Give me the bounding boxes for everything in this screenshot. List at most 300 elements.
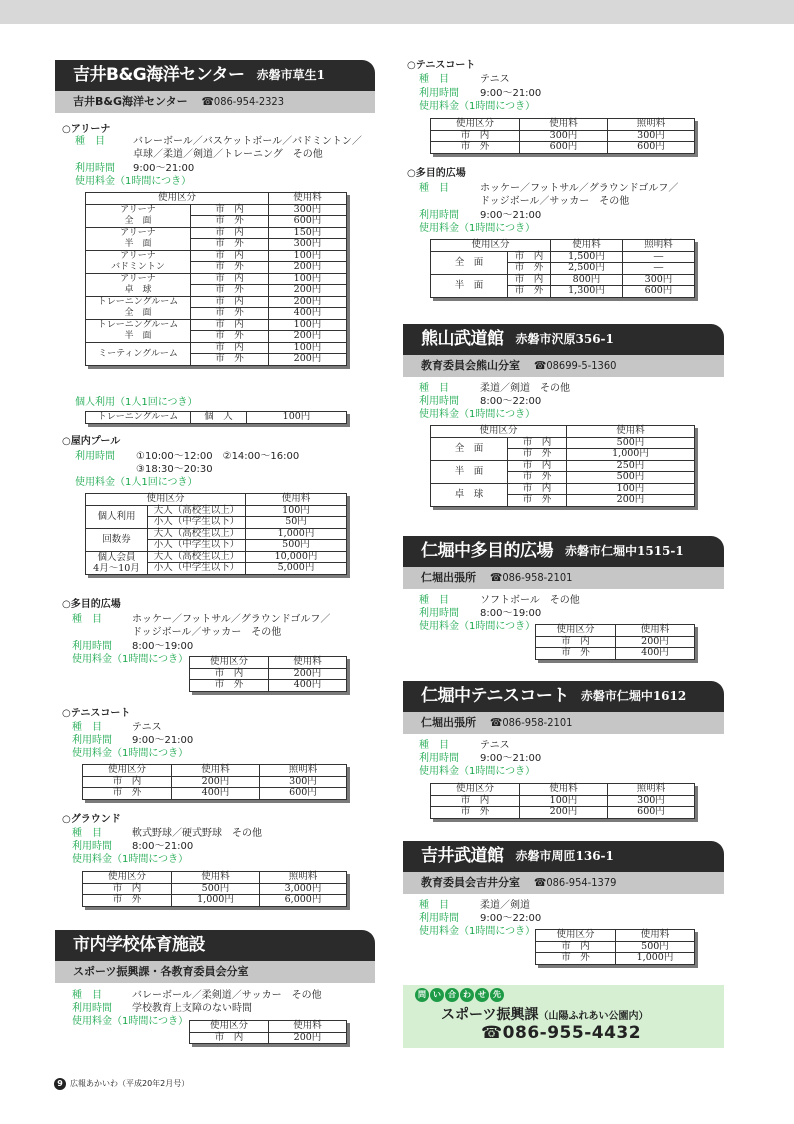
- badge-char: 問: [415, 988, 429, 1002]
- tennis-heading: ○テニスコート: [62, 708, 131, 719]
- category-cell: 全 面: [431, 251, 508, 274]
- right-tennis-fee-table: [430, 118, 695, 154]
- tennis-fee-table: [82, 764, 347, 800]
- age-cell: 小人（中学生以下）: [148, 540, 246, 552]
- age-cell: 大人（高校生以上）: [148, 505, 246, 517]
- area-cell: 市 外: [508, 495, 567, 507]
- fee-cell: 1,300円: [551, 286, 623, 298]
- office-phone: ☎086-954-1379: [534, 876, 617, 890]
- office-phone: ☎08699-5-1360: [534, 359, 617, 373]
- table-row: [86, 528, 347, 540]
- col-header: 使用料: [269, 657, 347, 669]
- arena-type-line2: 卓球／柔道／剣道／トレーニング その他: [133, 149, 323, 160]
- fee-cell: 300円: [520, 130, 608, 142]
- category-cell: 個人利用: [86, 505, 148, 528]
- fee-cell: 500円: [567, 472, 695, 484]
- light-fee-cell: 300円: [623, 274, 695, 286]
- facility-address: 赤磐市周匝136-1: [515, 849, 614, 864]
- right-multi-hours-line: [419, 210, 541, 222]
- office-phone: ☎086-954-2323: [201, 95, 284, 109]
- fee-cell: 200円: [269, 262, 347, 274]
- category-cell: 回数券: [86, 528, 148, 551]
- fee-cell: 300円: [269, 204, 347, 216]
- area-cell: 市 内: [536, 941, 616, 953]
- area-cell: 市 内: [83, 883, 172, 895]
- label: 利用時間: [419, 396, 459, 407]
- page-number: 9: [54, 1078, 66, 1090]
- label: 種 目: [419, 900, 449, 911]
- school-facilities-header: [55, 930, 375, 983]
- col-header: 使用料: [172, 765, 260, 777]
- yoshii-budokan-header: [403, 841, 724, 894]
- col-header: 使用料: [269, 1021, 347, 1033]
- label: 種 目: [72, 614, 102, 625]
- right-tennis-hours-line: [419, 88, 541, 100]
- category-cell: アリーナ 全 面: [86, 204, 191, 227]
- multi-fee-table: [189, 656, 347, 692]
- facility-address: 赤磐市草生1: [256, 68, 325, 83]
- right-multi-type-line2: ドッジボール／サッカー その他: [480, 196, 630, 207]
- area-cell: 市 内: [431, 130, 520, 142]
- nibori-tennis-fee-label: 使用料金（1時間につき）: [419, 766, 536, 777]
- age-cell: 大人（高校生以上）: [148, 551, 246, 563]
- nibori-tennis-header: [403, 681, 724, 734]
- right-tennis-heading: ○テニスコート: [407, 60, 476, 71]
- office-bar: [403, 712, 724, 734]
- label: 種 目: [72, 828, 102, 839]
- school-fee-label: 使用料金（1時間につき）: [72, 1016, 189, 1027]
- label: 種 目: [419, 74, 449, 85]
- personal-use-table: [85, 411, 347, 424]
- fee-cell: 200円: [172, 776, 260, 788]
- table-row: [431, 795, 695, 807]
- yoshii-budokan-hours-line: [419, 913, 541, 925]
- table-row: [86, 505, 347, 517]
- label: 種 目: [72, 722, 102, 733]
- fee-cell: 5,000円: [246, 563, 347, 575]
- fee-cell: 500円: [246, 540, 347, 552]
- col-header: 使用料: [172, 872, 260, 884]
- label: 利用時間: [419, 88, 459, 99]
- fee-cell: 400円: [269, 680, 347, 692]
- area-cell: 市 内: [536, 636, 616, 648]
- area-cell: 市 外: [508, 449, 567, 461]
- area-cell: 市 外: [190, 680, 269, 692]
- right-multi-fee-label: 使用料金（1時間につき）: [419, 223, 536, 234]
- col-header: 使用区分: [431, 784, 520, 796]
- fee-cell: 100円: [269, 319, 347, 331]
- col-header: 使用料: [246, 494, 347, 506]
- multi-field-heading: ○多目的広場: [62, 599, 121, 610]
- personal-use-label: 個人利用（1人1回につき）: [75, 397, 198, 408]
- badge-char: わ: [460, 988, 474, 1002]
- fee-cell: 150円: [269, 227, 347, 239]
- fee-cell: 500円: [172, 883, 260, 895]
- col-header: 使用区分: [83, 765, 172, 777]
- table-row: [86, 342, 347, 354]
- value: バレーボール／柔剣道／サッカー その他: [132, 990, 322, 1001]
- area-cell: 市 外: [431, 807, 520, 819]
- multi-type-line: [72, 614, 330, 626]
- light-fee-cell: 600円: [623, 286, 695, 298]
- area-cell: 市 外: [191, 239, 269, 251]
- fee-cell: 200円: [567, 495, 695, 507]
- col-header: 使用区分: [536, 930, 616, 942]
- page-footer: [54, 1078, 189, 1090]
- area-cell: 市 内: [508, 483, 567, 495]
- facility-name: 吉井B&G海洋センター: [73, 65, 245, 86]
- fee-cell: 200円: [269, 1032, 347, 1044]
- light-fee-cell: 300円: [608, 130, 695, 142]
- inquiry-department: [441, 1007, 648, 1024]
- inquiry-box: [403, 985, 724, 1048]
- col-header: 使用料: [567, 426, 695, 438]
- light-fee-cell: 600円: [608, 807, 695, 819]
- value: 柔道／剣道 その他: [480, 383, 570, 394]
- kumayama-type-line: [419, 383, 570, 395]
- table-row: [431, 130, 695, 142]
- label: 種 目: [419, 740, 449, 751]
- fee-cell: 2,500円: [551, 263, 623, 275]
- fee-cell: 1,000円: [616, 953, 695, 965]
- area-cell: 市 外: [191, 262, 269, 274]
- table-row: [431, 437, 695, 449]
- publication-name: 広報あかいわ（平成20年2月号）: [70, 1079, 190, 1089]
- area-cell: 市 内: [190, 1032, 269, 1044]
- category-cell: 卓 球: [431, 483, 508, 506]
- pool-fee-label: 使用料金（1人1回につき）: [75, 477, 198, 488]
- light-fee-cell: 300円: [260, 776, 347, 788]
- category-cell: アリーナ バドミントン: [86, 250, 191, 273]
- value: 9:00～21:00: [480, 88, 542, 99]
- area-cell: 市 外: [508, 263, 551, 275]
- fee-cell: 600円: [520, 142, 608, 154]
- fee-cell: 400円: [172, 788, 260, 800]
- col-header: 使用区分: [431, 119, 520, 131]
- ground-fee-label: 使用料金（1時間につき）: [72, 854, 189, 865]
- area-cell: 市 外: [191, 285, 269, 297]
- value: テニス: [480, 74, 510, 85]
- office-name: スポーツ振興課・各教育委員会分室: [73, 965, 249, 979]
- area-cell: 市 内: [191, 250, 269, 262]
- value: テニス: [132, 722, 162, 733]
- table-row: [83, 895, 347, 907]
- category-cell: ミーティングルーム: [86, 342, 191, 365]
- label: 利用時間: [72, 841, 112, 852]
- light-fee-cell: 600円: [608, 142, 695, 154]
- table-row: [190, 680, 347, 692]
- yoshii-budokan-fee-label: 使用料金（1時間につき）: [419, 926, 536, 937]
- pool-fee-table: [85, 493, 347, 575]
- office-phone: ☎086-958-2101: [490, 716, 573, 730]
- value: 柔道／剣道: [480, 900, 530, 911]
- fee-cell: 100円: [246, 505, 347, 517]
- col-header: 使用区分: [431, 426, 567, 438]
- table-row: [83, 883, 347, 895]
- facility-title-bar: [55, 60, 375, 91]
- department-note: （山陽ふれあい公園内）: [538, 1011, 649, 1022]
- col-header: 使用料: [520, 119, 608, 131]
- fee-cell: 100円: [567, 483, 695, 495]
- col-header: 使用区分: [86, 193, 269, 205]
- area-cell: 市 内: [508, 274, 551, 286]
- category-cell: トレーニングルーム: [86, 412, 191, 424]
- inquiry-phone: ☎086-955-4432: [481, 1023, 642, 1043]
- yoshii-bg-center-header: [55, 60, 375, 113]
- table-row: [86, 227, 347, 239]
- table-row: [536, 941, 695, 953]
- label: 利用時間: [75, 451, 115, 462]
- col-header: 照明料: [623, 240, 695, 252]
- col-header: 使用区分: [86, 494, 246, 506]
- tennis-fee-label: 使用料金（1時間につき）: [72, 748, 189, 759]
- area-cell: 市 内: [431, 795, 520, 807]
- fee-cell: 200円: [269, 331, 347, 343]
- inquiry-badge: [415, 988, 504, 1002]
- table-row: [86, 296, 347, 308]
- value: バレーボール／バスケットボール／バドミントン／: [133, 136, 362, 147]
- label: 種 目: [72, 990, 102, 1001]
- office-bar: [403, 355, 724, 377]
- category-cell: アリーナ 卓 球: [86, 273, 191, 296]
- facility-name: 吉井武道館: [421, 846, 504, 867]
- category-cell: トレーニングルーム 全 面: [86, 296, 191, 319]
- fee-cell: 100円: [247, 412, 347, 424]
- office-bar: [403, 872, 724, 894]
- table-row: [86, 250, 347, 262]
- value: ホッケー／フットサル／グラウンドゴルフ／: [480, 183, 679, 194]
- table-row: [83, 788, 347, 800]
- office-name: 吉井B&G海洋センター: [73, 95, 188, 109]
- right-multi-type-line: [419, 183, 678, 195]
- fee-cell: 500円: [616, 941, 695, 953]
- fee-cell: 1,000円: [172, 895, 260, 907]
- arena-fee-table: [85, 192, 347, 366]
- value: 8:00～19:00: [132, 641, 194, 652]
- col-header: 照明料: [260, 765, 347, 777]
- table-row: [431, 251, 695, 263]
- yoshii-budokan-fee-table: [535, 929, 695, 965]
- area-cell: 市 外: [536, 648, 616, 660]
- facility-title-bar: [403, 536, 724, 567]
- type-cell: 個 人: [191, 412, 247, 424]
- value: 軟式野球／硬式野球 その他: [132, 828, 262, 839]
- nibori-hours-line: [419, 608, 541, 620]
- area-cell: 市 内: [191, 204, 269, 216]
- arena-type-line: [75, 136, 362, 148]
- ground-type-line: [72, 828, 262, 840]
- facility-name: 熊山武道館: [421, 329, 504, 350]
- light-fee-cell: 3,000円: [260, 883, 347, 895]
- col-header: 使用区分: [190, 657, 269, 669]
- right-tennis-fee-label: 使用料金（1時間につき）: [419, 101, 536, 112]
- tennis-type-line: [72, 722, 162, 734]
- area-cell: 市 内: [508, 460, 567, 472]
- multi-type-line2: ドッジボール／サッカー その他: [132, 627, 282, 638]
- area-cell: 市 外: [191, 308, 269, 320]
- table-row: [86, 319, 347, 331]
- light-fee-cell: 6,000円: [260, 895, 347, 907]
- office-name: 教育委員会熊山分室: [421, 359, 520, 373]
- light-fee-cell: ―: [623, 263, 695, 275]
- fee-cell: 1,000円: [567, 449, 695, 461]
- table-row: [536, 648, 695, 660]
- col-header: 照明料: [260, 872, 347, 884]
- badge-char: 合: [445, 988, 459, 1002]
- col-header: 照明料: [608, 784, 695, 796]
- facility-address: 赤磐市仁堀中1515-1: [565, 544, 684, 559]
- nibori-tennis-fee-table: [430, 783, 695, 819]
- table-row: [431, 274, 695, 286]
- fee-cell: 100円: [269, 250, 347, 262]
- fee-cell: 10,000円: [246, 551, 347, 563]
- light-fee-cell: 600円: [260, 788, 347, 800]
- top-band: [0, 0, 794, 24]
- school-hours-line: [72, 1003, 252, 1015]
- light-fee-cell: ―: [623, 251, 695, 263]
- fee-cell: 200円: [520, 807, 608, 819]
- fee-cell: 800円: [551, 274, 623, 286]
- label: 種 目: [419, 183, 449, 194]
- office-bar: [55, 961, 375, 983]
- table-row: [86, 551, 347, 563]
- table-row: [83, 776, 347, 788]
- label: 利用時間: [419, 913, 459, 924]
- kumayama-budokan-header: [403, 324, 724, 377]
- table-row: [190, 1032, 347, 1044]
- age-cell: 小人（中学生以下）: [148, 563, 246, 575]
- col-header: 使用料: [551, 240, 623, 252]
- nibori-type-line: [419, 595, 580, 607]
- arena-fee-label: 使用料金（1時間につき）: [75, 176, 192, 187]
- fee-cell: 400円: [269, 308, 347, 320]
- area-cell: 市 内: [190, 668, 269, 680]
- right-multi-fee-table: [430, 239, 695, 298]
- office-name: 仁堀出張所: [421, 716, 476, 730]
- fee-cell: 250円: [567, 460, 695, 472]
- yoshii-budokan-type-line: [419, 900, 530, 912]
- kumayama-fee-table: [430, 425, 695, 507]
- area-cell: 市 外: [508, 472, 567, 484]
- fee-cell: 500円: [567, 437, 695, 449]
- fee-cell: 600円: [269, 216, 347, 228]
- category-cell: 半 面: [431, 274, 508, 297]
- fee-cell: 300円: [269, 239, 347, 251]
- badge-char: せ: [475, 988, 489, 1002]
- table-row: [536, 636, 695, 648]
- col-header: 使用料: [616, 930, 695, 942]
- value: ①10:00～12:00 ②14:00～16:00: [136, 451, 300, 462]
- arena-hours-line: [75, 163, 194, 175]
- kumayama-fee-label: 使用料金（1時間につき）: [419, 409, 536, 420]
- fee-cell: 200円: [616, 636, 695, 648]
- area-cell: 市 内: [191, 273, 269, 285]
- table-row: [431, 142, 695, 154]
- office-name: 仁堀出張所: [421, 571, 476, 585]
- value: 9:00～21:00: [132, 735, 194, 746]
- area-cell: 市 外: [508, 286, 551, 298]
- school-type-line: [72, 990, 322, 1002]
- office-bar: [403, 567, 724, 589]
- label: 利用時間: [72, 641, 112, 652]
- value: 9:00～21:00: [480, 753, 542, 764]
- fee-cell: 1,500円: [551, 251, 623, 263]
- facility-name: 仁堀中テニスコート: [421, 686, 569, 707]
- value: ソフトボール その他: [480, 595, 580, 606]
- pool-hours-line2: ③18:30～20:30: [136, 464, 213, 475]
- area-cell: 市 外: [431, 142, 520, 154]
- area-cell: 市 外: [191, 354, 269, 366]
- tennis-hours-line: [72, 735, 193, 747]
- facility-title-bar: [403, 841, 724, 872]
- area-cell: 市 内: [508, 251, 551, 263]
- facility-address: 赤磐市沢原356-1: [515, 332, 614, 347]
- col-header: 使用料: [269, 193, 347, 205]
- area-cell: 市 外: [536, 953, 616, 965]
- value: 9:00～21:00: [133, 163, 195, 174]
- value: ホッケー／フットサル／グラウンドゴルフ／: [132, 614, 331, 625]
- category-cell: 個人会員 4月～10月: [86, 551, 148, 574]
- office-phone: ☎086-958-2101: [490, 571, 573, 585]
- pool-heading: ○屋内プール: [62, 436, 121, 447]
- area-cell: 市 内: [191, 319, 269, 331]
- age-cell: 大人（高校生以上）: [148, 528, 246, 540]
- table-row: [86, 412, 347, 424]
- facility-title-bar: [55, 930, 375, 961]
- fee-cell: 100円: [269, 342, 347, 354]
- col-header: 使用区分: [431, 240, 551, 252]
- nibori-tennis-type-line: [419, 740, 510, 752]
- table-row: [536, 953, 695, 965]
- table-row: [431, 807, 695, 819]
- area-cell: 市 外: [191, 216, 269, 228]
- area-cell: 市 外: [83, 788, 172, 800]
- col-header: 使用料: [616, 625, 695, 637]
- col-header: 使用区分: [190, 1021, 269, 1033]
- label: 種 目: [419, 383, 449, 394]
- office-bar: [55, 91, 375, 113]
- facility-title-bar: [403, 681, 724, 712]
- area-cell: 市 内: [191, 227, 269, 239]
- label: 利用時間: [419, 210, 459, 221]
- fee-cell: 200円: [269, 354, 347, 366]
- nibori-fee-table: [535, 624, 695, 660]
- fee-cell: 400円: [616, 648, 695, 660]
- fee-cell: 1,000円: [246, 528, 347, 540]
- category-cell: トレーニングルーム 半 面: [86, 319, 191, 342]
- table-row: [431, 483, 695, 495]
- office-name: 教育委員会吉井分室: [421, 876, 520, 890]
- col-header: 使用区分: [536, 625, 616, 637]
- value: 9:00～22:00: [480, 913, 542, 924]
- value: 9:00～21:00: [480, 210, 542, 221]
- table-row: [86, 204, 347, 216]
- nibori-multi-field-header: [403, 536, 724, 589]
- table-row: [86, 273, 347, 285]
- light-fee-cell: 300円: [608, 795, 695, 807]
- label: 利用時間: [419, 753, 459, 764]
- ground-hours-line: [72, 841, 193, 853]
- school-fee-table: [189, 1020, 347, 1044]
- area-cell: 市 内: [83, 776, 172, 788]
- label: 利用時間: [72, 1003, 112, 1014]
- badge-char: 先: [490, 988, 504, 1002]
- fee-cell: 200円: [269, 668, 347, 680]
- facility-name: 市内学校体育施設: [73, 935, 205, 956]
- col-header: 使用料: [520, 784, 608, 796]
- fee-cell: 200円: [269, 296, 347, 308]
- fee-cell: 200円: [269, 285, 347, 297]
